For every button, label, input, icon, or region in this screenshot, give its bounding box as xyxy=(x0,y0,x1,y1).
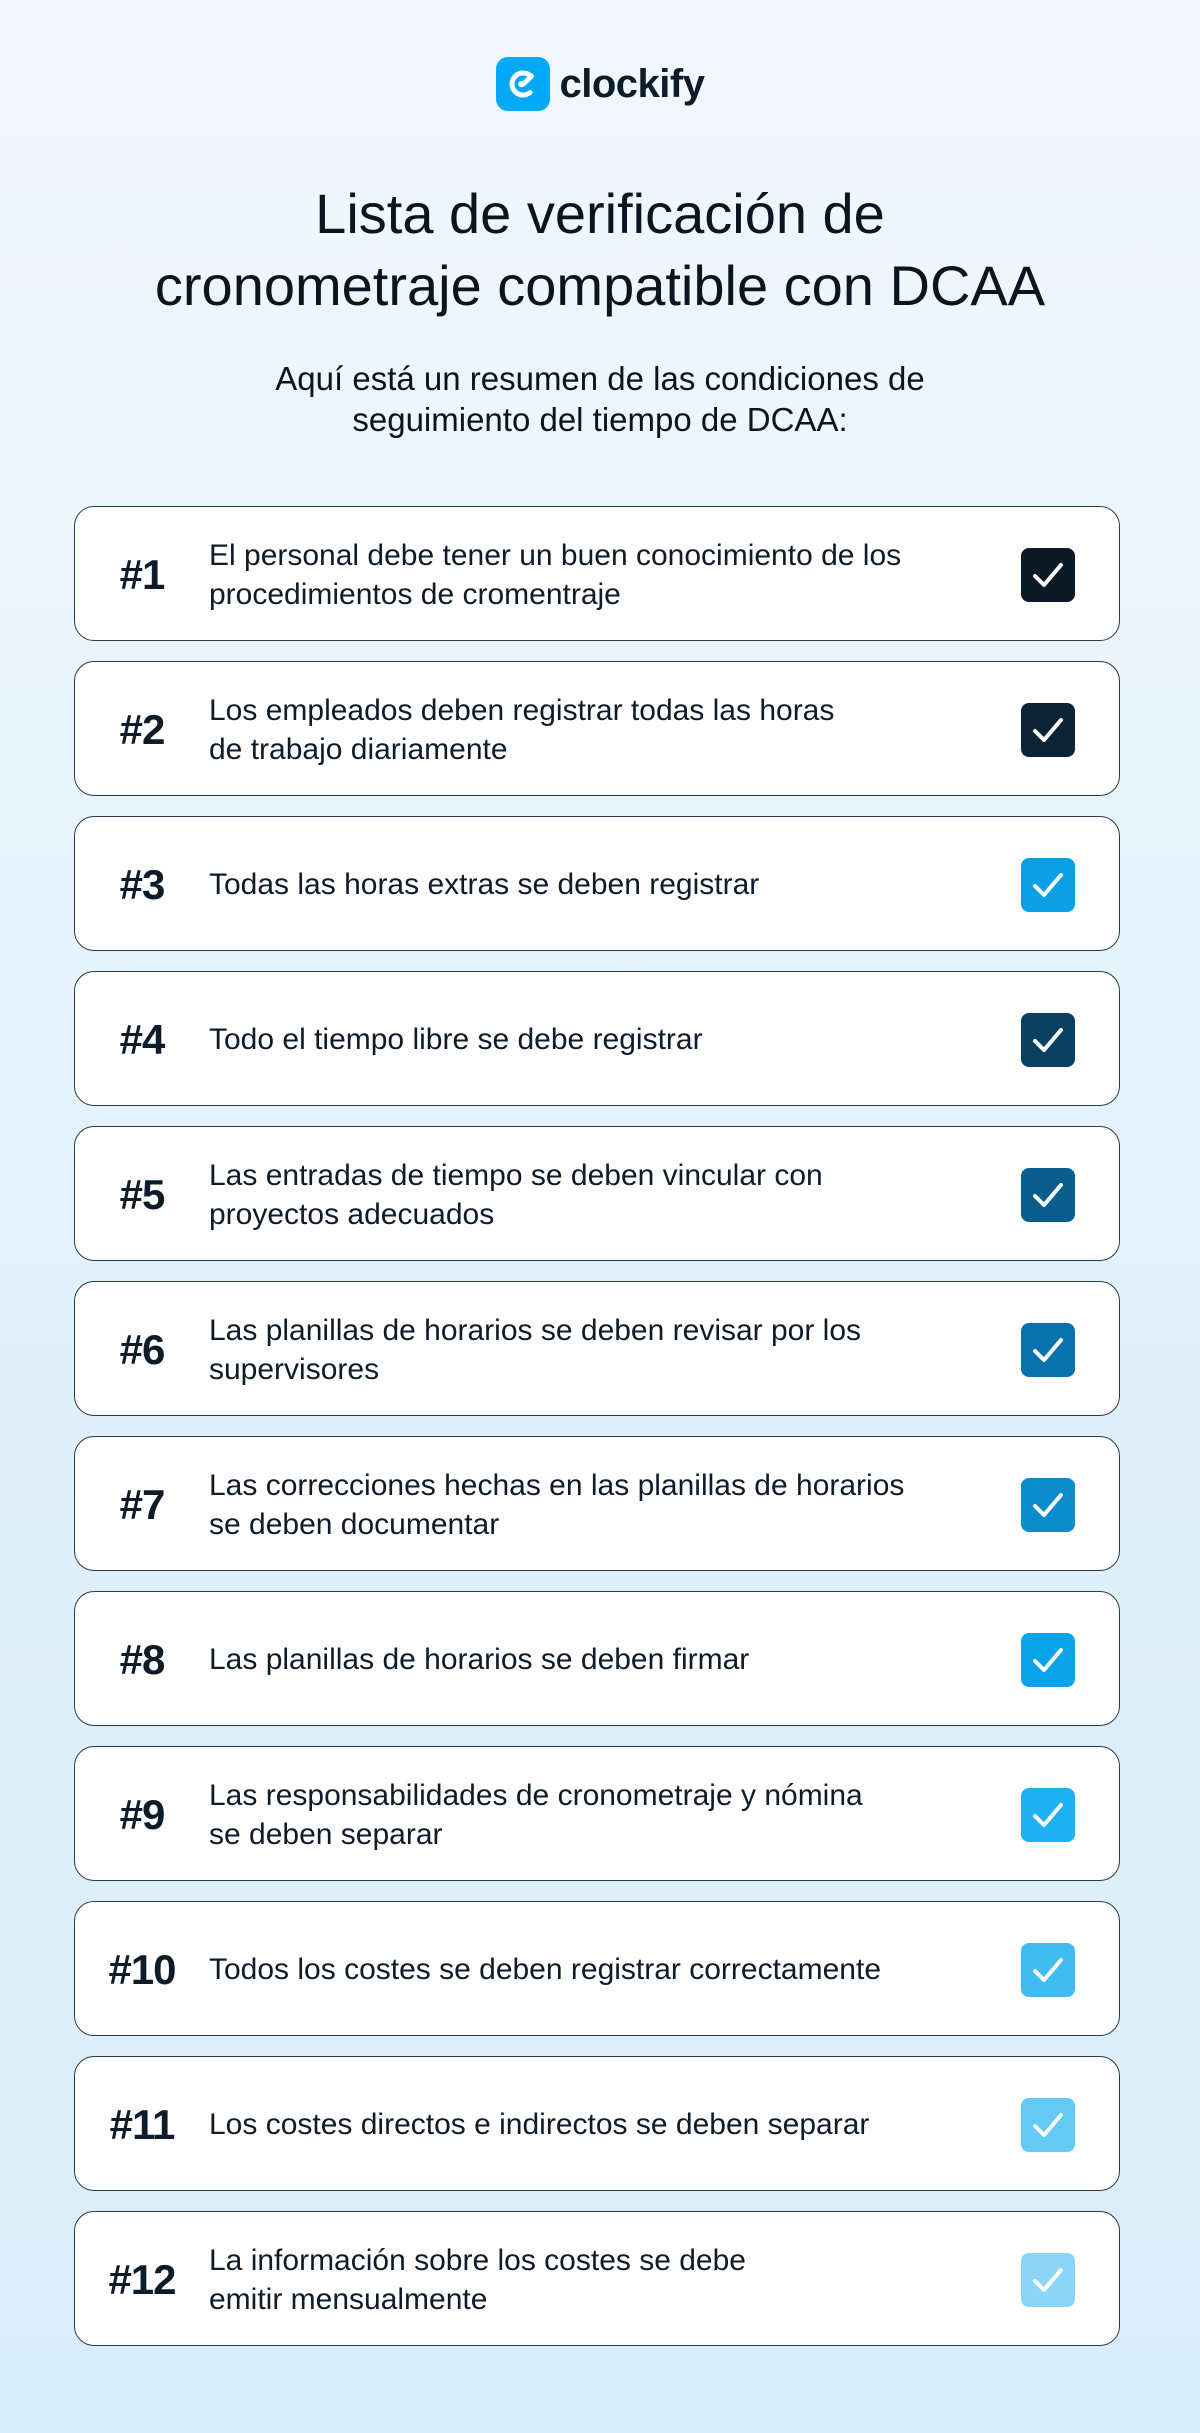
checklist-item-number: #6 xyxy=(119,1325,165,1373)
checkmark-icon xyxy=(1028,1950,1068,1990)
checklist-item-text-line: Las correcciones hechas en las planillas de horarios xyxy=(209,1468,905,1502)
checkmark-icon xyxy=(1028,1020,1068,1060)
checklist-item-text-line: Las entradas de tiempo se deben vincular con xyxy=(209,1158,823,1192)
checklist-item-text-line: proyectos adecuados xyxy=(209,1197,495,1231)
checklist-item-text-line: Las responsabilidades de cronometraje y nómina xyxy=(209,1778,863,1812)
checklist-item-text-line: Todo el tiempo libre se debe registrar xyxy=(209,1023,703,1056)
checklist-item xyxy=(74,971,1120,1106)
checklist-item xyxy=(74,2211,1120,2346)
checkbox[interactable] xyxy=(1021,2253,1075,2307)
checkbox[interactable] xyxy=(1021,1633,1075,1687)
checklist-item-text-line: Todas las horas extras se deben registrar xyxy=(209,868,760,901)
checklist-item xyxy=(74,1436,1120,1571)
checklist-item-text-line: supervisores xyxy=(209,1352,380,1386)
checklist-item-text xyxy=(209,1592,909,1727)
page-subtitle xyxy=(0,358,1200,440)
brand-name: clockify xyxy=(559,61,705,106)
checklist-item-text xyxy=(209,507,909,642)
checkmark-icon xyxy=(1028,865,1068,905)
page-title-line: Lista de verificación de xyxy=(315,182,885,245)
checklist-item-text xyxy=(209,662,909,797)
checklist-item-number: #5 xyxy=(119,1170,165,1218)
checklist-item xyxy=(74,1591,1120,1726)
checkbox[interactable] xyxy=(1021,1943,1075,1997)
checkmark-icon xyxy=(1028,710,1068,750)
checklist-item-number: #10 xyxy=(108,1945,176,1993)
checklist-item-text xyxy=(209,817,909,952)
checklist-item xyxy=(74,1746,1120,1881)
checklist-item-text-line: Las planillas de horarios se deben firmar xyxy=(209,1643,750,1676)
checkbox[interactable] xyxy=(1021,703,1075,757)
checklist-item-text-line: El personal debe tener un buen conocimiento de los xyxy=(209,538,902,572)
checkmark-icon xyxy=(1028,555,1068,595)
checklist-item-text xyxy=(209,1747,909,1882)
checkmark-icon xyxy=(1028,1640,1068,1680)
checkbox[interactable] xyxy=(1021,1013,1075,1067)
checklist-item-number: #1 xyxy=(119,550,165,598)
checklist-item-text xyxy=(209,1437,909,1572)
checklist-item xyxy=(74,1126,1120,1261)
checklist-item xyxy=(74,1901,1120,2036)
checklist-item-text xyxy=(209,1902,909,2037)
checklist-item-number: #12 xyxy=(108,2255,176,2303)
checkmark-icon xyxy=(1028,1795,1068,1835)
checkbox[interactable] xyxy=(1021,2098,1075,2152)
checklist-item-text xyxy=(209,1127,909,1262)
checklist-item-text xyxy=(209,2057,909,2192)
checklist-item-text-line: se deben separar xyxy=(209,1817,443,1851)
checklist-item-text-line: La información sobre los costes se debe xyxy=(209,2243,746,2277)
checklist-item-text-line: Los costes directos e indirectos se deben separar xyxy=(209,2108,870,2141)
checklist-item-number: #9 xyxy=(119,1790,165,1838)
checklist-item-number: #2 xyxy=(119,705,165,753)
checkbox[interactable] xyxy=(1021,548,1075,602)
brand-logo xyxy=(0,57,1200,111)
checklist-item-text xyxy=(209,972,909,1107)
checklist-item xyxy=(74,661,1120,796)
checkmark-icon xyxy=(1028,1175,1068,1215)
checklist-item xyxy=(74,1281,1120,1416)
checkmark-icon xyxy=(1028,2260,1068,2300)
checkbox[interactable] xyxy=(1021,1478,1075,1532)
checklist-item xyxy=(74,2056,1120,2191)
checklist-item xyxy=(74,506,1120,641)
checkmark-icon xyxy=(1028,1330,1068,1370)
checklist-item xyxy=(74,816,1120,951)
checkbox[interactable] xyxy=(1021,1788,1075,1842)
checklist-item-text-line: Las planillas de horarios se deben revisar por los xyxy=(209,1313,862,1347)
page-title xyxy=(0,178,1200,322)
checklist-item-text-line: procedimientos de cromentraje xyxy=(209,577,621,611)
checklist-item-number: #8 xyxy=(119,1635,165,1683)
page-subtitle-line: seguimiento del tiempo de DCAA: xyxy=(352,401,848,438)
checklist-item-text xyxy=(209,2212,909,2347)
clockify-logo-icon xyxy=(496,57,550,111)
checklist-item-text-line: emitir mensualmente xyxy=(209,2282,488,2316)
checklist-item-number: #7 xyxy=(119,1480,165,1528)
checklist-item-text xyxy=(209,1282,909,1417)
checkbox[interactable] xyxy=(1021,858,1075,912)
checkbox[interactable] xyxy=(1021,1323,1075,1377)
page-subtitle-line: Aquí está un resumen de las condiciones de xyxy=(275,360,925,397)
page-title-line: cronometraje compatible con DCAA xyxy=(154,254,1046,317)
checklist-item-number: #4 xyxy=(119,1015,165,1063)
checklist-item-number: #3 xyxy=(119,860,165,908)
checkbox[interactable] xyxy=(1021,1168,1075,1222)
checklist-item-text-line: de trabajo diariamente xyxy=(209,732,508,766)
checklist-item-text-line: Todos los costes se deben registrar correctamente xyxy=(209,1953,881,1986)
checklist-item-text-line: Los empleados deben registrar todas las horas xyxy=(209,693,835,727)
checkmark-icon xyxy=(1028,2105,1068,2145)
checklist-item-text-line: se deben documentar xyxy=(209,1507,500,1541)
checklist-item-number: #11 xyxy=(109,2100,175,2148)
checkmark-icon xyxy=(1028,1485,1068,1525)
